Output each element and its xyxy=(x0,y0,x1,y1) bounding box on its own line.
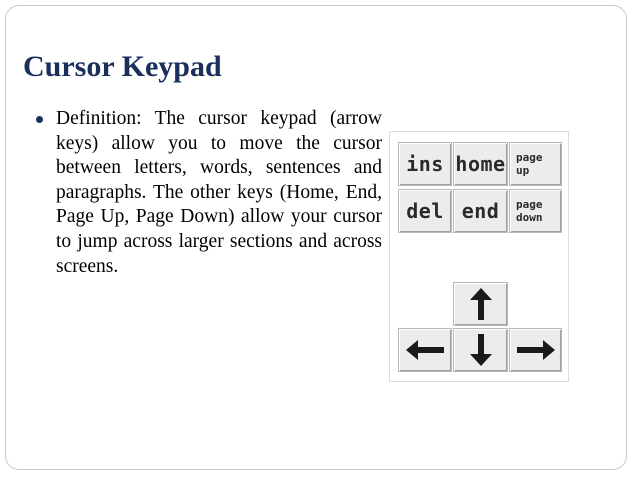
key-del-label: del xyxy=(406,199,444,223)
key-arrow-down xyxy=(453,328,508,372)
key-home xyxy=(453,142,508,186)
cursor-keypad-image xyxy=(389,131,569,382)
arrow-right-icon xyxy=(516,339,556,361)
bullet-dot-icon xyxy=(36,116,43,123)
bullet-item xyxy=(36,107,382,279)
key-arrow-right xyxy=(509,328,562,372)
key-home-label: home xyxy=(455,152,506,176)
slide-title: Cursor Keypad xyxy=(23,50,222,83)
key-page-up xyxy=(509,142,562,186)
key-page-up-label-1: page xyxy=(516,151,543,164)
arrow-left-icon xyxy=(405,339,445,361)
key-ins xyxy=(398,142,452,186)
key-page-down-label-1: page xyxy=(516,198,543,211)
key-page-down xyxy=(509,189,562,233)
key-arrow-left xyxy=(398,328,452,372)
key-end-label: end xyxy=(461,199,500,223)
arrow-up-icon xyxy=(469,287,493,321)
key-ins-label: ins xyxy=(406,152,444,176)
key-page-down-label-2: down xyxy=(516,211,543,224)
key-del xyxy=(398,189,452,233)
key-end xyxy=(453,189,508,233)
arrow-down-icon xyxy=(469,333,493,367)
bullet-text: Definition: The cursor keypad (arrow keys) allow you to move the cursor between letters, words, sentences and paragraphs. The other keys (Home, End, Page Up, Page Down) allow your cursor to jump across larger sections and across screens. xyxy=(56,108,382,277)
key-arrow-up xyxy=(453,282,508,326)
key-page-up-label-2: up xyxy=(516,164,530,177)
